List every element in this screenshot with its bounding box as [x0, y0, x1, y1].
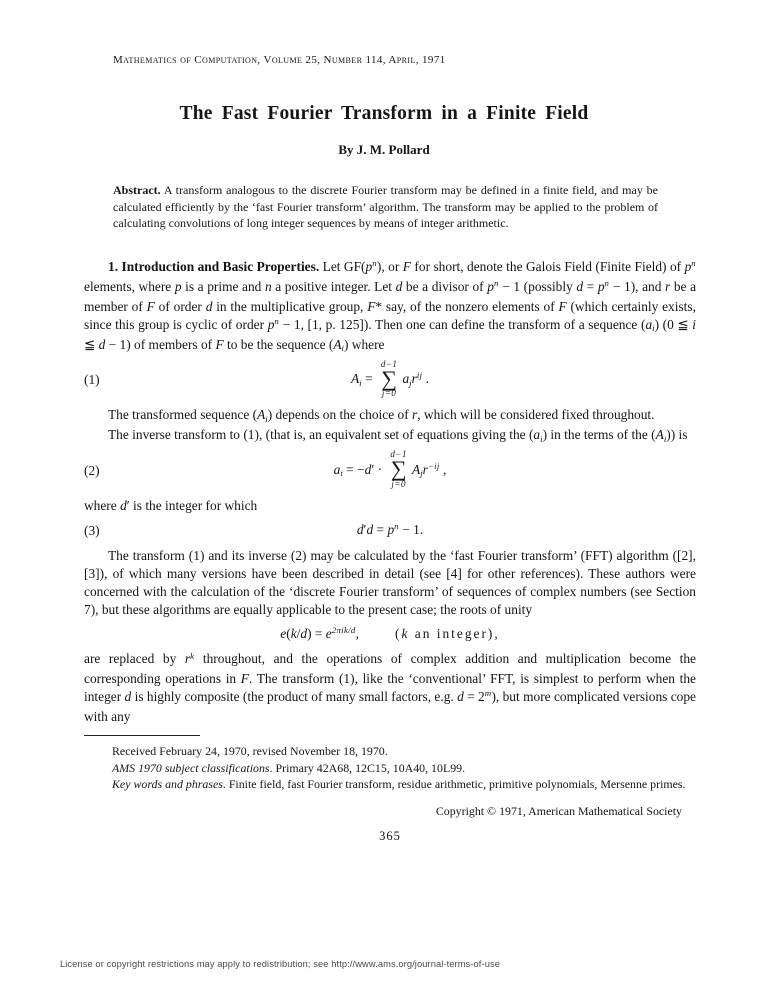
text-run: d: [205, 298, 213, 314]
text-run: AMS 1970 subject classifications: [112, 760, 270, 775]
text-run: for short, denote the Galois Field (Finite Field) of: [410, 259, 685, 274]
paragraph-transformed-sequence: [84, 406, 696, 426]
text-run: /: [296, 625, 301, 641]
sigma-icon: ∑: [390, 456, 407, 482]
text-run: be a divisor of: [402, 278, 488, 294]
text-run: n: [691, 258, 696, 269]
equation-3-number: (3): [84, 523, 100, 539]
text-run: in the multiplicative group,: [212, 298, 368, 314]
text-run: F: [146, 298, 155, 314]
paragraph-introduction: [84, 258, 696, 356]
text-run: The transform (1) and its inverse (2) may be calculated by the ‘fast Fourier transform’ (FFT) algorithm ([2], [3]), of which many versions have been described in detail (see [4] for other references). These authors were concerned with the calculation of the ‘discrete Fourier transform’ of sequences of complex numbers (see Section 7), but these algorithms are equally applicable to the present case; the roots of unity: [84, 547, 696, 617]
byline: By J. M. Pollard: [338, 142, 430, 157]
text-run: =: [373, 522, 388, 538]
equation-3-body: [357, 522, 423, 537]
text-run: ′: [363, 522, 367, 538]
text-run: i: [652, 323, 655, 334]
text-run: . Finite field, fast Fourier transform, residue arithmetic, primitive polynomials, Mersenne primes.: [222, 776, 686, 791]
text-run: an integer),: [409, 625, 500, 641]
sigma-sum: [390, 450, 407, 489]
text-run: a: [533, 427, 541, 443]
text-run: ) where: [343, 336, 385, 352]
text-run: F: [367, 298, 376, 314]
sigma-icon: ∑: [381, 365, 397, 391]
text-run: 2πik/d: [331, 624, 356, 635]
text-run: r: [411, 371, 417, 387]
text-run: of order: [154, 298, 206, 314]
text-run: ′ ·: [371, 461, 386, 477]
footnote-received: [84, 743, 696, 759]
sum-lower-limit: j=0: [391, 479, 406, 490]
text-run: ) in the terms of the (: [542, 427, 656, 443]
text-run: = −: [342, 461, 365, 477]
text-run: i: [692, 316, 696, 332]
equation-1-rhs: [402, 371, 429, 386]
text-run: elements, where: [84, 278, 175, 294]
text-run: i: [265, 413, 268, 424]
text-run: d: [356, 522, 364, 538]
text-run: A transform analogous to the discrete Fourier transform may be defined in a finite field, and may be calculated efficiently by the ‘fast Fourier transform’ algorithm. The transform may be applied to the problem of calculating convolutions of long integer sequences by means of integer arithmetic.: [113, 183, 658, 231]
text-run: (: [286, 625, 291, 641]
text-run: . Primary 42A68, 12C15, 10A40, 10L99.: [269, 760, 466, 775]
text-run: a: [333, 461, 341, 477]
equation-2-rhs: [412, 462, 446, 477]
text-run: n: [394, 521, 399, 532]
paper-title: The Fast Fourier Transform in a Finite Field: [179, 103, 589, 124]
text-run: r: [665, 278, 671, 294]
roots-equation-aside: [395, 626, 500, 641]
text-run: . The transform (1), like the ‘conventional’ FFT, is simplest to perform when the integer: [84, 671, 696, 705]
text-run: ′ is the integer for which: [126, 498, 258, 514]
text-run: m: [484, 688, 492, 699]
footnote-ams-classifications: [84, 760, 696, 776]
text-run: − 1), and: [609, 278, 666, 294]
text-run: i: [359, 377, 362, 388]
text-run: Let GF(: [319, 259, 366, 274]
text-run: p: [487, 278, 494, 294]
text-run: (: [394, 625, 402, 641]
text-run: ) =: [307, 625, 326, 641]
text-run: n: [493, 278, 499, 289]
equation-1: [84, 360, 696, 401]
text-run: F: [215, 336, 224, 352]
sum-lower-limit: j=0: [381, 388, 397, 399]
text-run: ) (0 ≦: [654, 316, 693, 332]
footnote-rule: [84, 735, 200, 736]
abstract: [113, 182, 658, 232]
footnote-keywords: [84, 776, 696, 792]
text-run: d: [457, 689, 464, 705]
text-run: d: [98, 336, 106, 352]
text-run: n: [264, 278, 272, 294]
text-run: d: [124, 689, 132, 705]
text-run: p: [597, 278, 605, 294]
text-run: p: [387, 522, 395, 538]
text-run: are replaced by: [84, 651, 185, 667]
text-run: k: [290, 625, 297, 641]
text-run: ), or: [376, 259, 403, 274]
text-run: r: [184, 651, 191, 667]
footnotes: [84, 743, 696, 792]
text-run: Key words and phrases: [112, 776, 223, 791]
license-notice: License or copyright restrictions may apply to redistribution; see http://www.ams.org/journal-terms-of-use: [60, 959, 500, 969]
text-run: A: [257, 407, 266, 423]
text-run: where: [84, 498, 121, 514]
text-run: n: [274, 315, 280, 326]
text-run: be a member of: [84, 278, 697, 314]
text-run: ), but more complicated versions cope with any: [84, 689, 697, 725]
text-run: throughout, and the operations of complex addition and multiplication become the corresponding operations in: [84, 651, 696, 687]
text-run: p: [365, 259, 373, 274]
text-run: n: [604, 278, 610, 289]
sum-upper-limit: d−1: [380, 358, 398, 369]
text-run: A: [412, 461, 421, 477]
text-run: A: [350, 371, 360, 387]
text-run: d: [366, 522, 374, 538]
text-run: d: [300, 625, 308, 641]
text-run: i: [341, 343, 344, 354]
paragraph-inverse-transform: [84, 426, 696, 446]
text-run: p: [267, 316, 275, 332]
page-number: 365: [379, 829, 401, 844]
text-run: is a prime and: [181, 278, 265, 294]
text-run: =: [583, 278, 598, 294]
text-run: F: [558, 298, 567, 314]
text-run: The inverse transform to (1), (that is, an equivalent set of equations giving the (: [108, 427, 534, 443]
text-run: a: [402, 371, 410, 387]
text-run: = 2: [463, 689, 485, 705]
text-run: Abstract.: [113, 183, 161, 197]
text-run: 1. Introduction and Basic Properties.: [108, 259, 320, 274]
text-run: )) is: [666, 427, 688, 443]
text-run: − 1) of members of: [105, 336, 216, 352]
text-run: F: [402, 259, 411, 274]
text-run: −ij: [427, 460, 440, 471]
text-run: − 1.: [398, 522, 424, 538]
text-run: , which will be considered fixed throughout.: [417, 407, 655, 423]
text-run: is highly composite (the product of many small factors, e.g.: [131, 689, 458, 705]
text-run: * say, of the nonzero elements of: [375, 298, 559, 314]
article-body: [84, 258, 696, 846]
text-run: d: [120, 498, 127, 514]
paragraph-replaced-by-rk: [84, 650, 696, 726]
text-run: i: [340, 468, 343, 479]
text-run: .: [422, 371, 430, 387]
text-run: − 1 (possibly: [498, 278, 577, 294]
text-run: p: [684, 259, 692, 274]
text-run: e: [325, 625, 332, 641]
text-run: =: [361, 371, 376, 387]
text-run: ,: [439, 461, 447, 477]
text-run: ≦: [84, 336, 99, 352]
text-run: a positive integer. Let: [271, 278, 396, 294]
text-run: a: [645, 316, 653, 332]
equation-2-lhs: [334, 462, 386, 477]
text-run: ij: [416, 370, 423, 381]
text-run: p: [174, 278, 182, 294]
text-run: i: [663, 433, 667, 444]
text-run: (which certainly exists, since this group is cyclic of order: [84, 298, 696, 332]
roots-equation-body: [280, 626, 359, 641]
text-run: The transformed sequence (: [108, 407, 258, 423]
equation-roots-of-unity: [84, 625, 696, 645]
text-run: j: [420, 468, 423, 479]
text-run: k: [401, 625, 410, 641]
text-run: j: [409, 377, 412, 388]
text-run: i: [540, 433, 543, 444]
equation-1-lhs: [351, 371, 376, 386]
text-run: d: [395, 278, 403, 294]
text-run: r: [422, 461, 428, 477]
text-run: F: [240, 671, 249, 687]
text-run: r: [412, 407, 418, 423]
paragraph-fft-algorithm: [84, 547, 696, 619]
sigma-sum: [381, 360, 398, 399]
sum-upper-limit: d−1: [390, 449, 407, 460]
equation-2: [84, 450, 696, 491]
equation-2-number: (2): [84, 462, 100, 478]
text-run: to be the sequence (: [223, 336, 334, 352]
text-run: ) depends on the choice of: [267, 407, 413, 423]
text-run: A: [655, 427, 664, 443]
text-run: ,: [355, 625, 359, 641]
text-run: A: [333, 336, 342, 352]
text-run: Received February 24, 1970, revised November 18, 1970.: [112, 744, 388, 759]
copyright-line: Copyright © 1971, American Mathematical Society: [435, 804, 682, 819]
equation-3: [84, 521, 696, 541]
text-run: k: [190, 650, 195, 661]
text-run: n: [372, 258, 377, 269]
text-run: e: [280, 625, 287, 641]
journal-header: Mathematics of Computation, Volume 25, Number 114, April, 1971: [113, 54, 446, 66]
text-run: d: [576, 278, 584, 294]
text-run: − 1, [1, p. 125]). Then one can define the transform of a sequence (: [279, 316, 646, 332]
text-run: d: [364, 461, 372, 477]
equation-1-number: (1): [84, 372, 100, 388]
paragraph-where-d-prime: [84, 497, 696, 515]
